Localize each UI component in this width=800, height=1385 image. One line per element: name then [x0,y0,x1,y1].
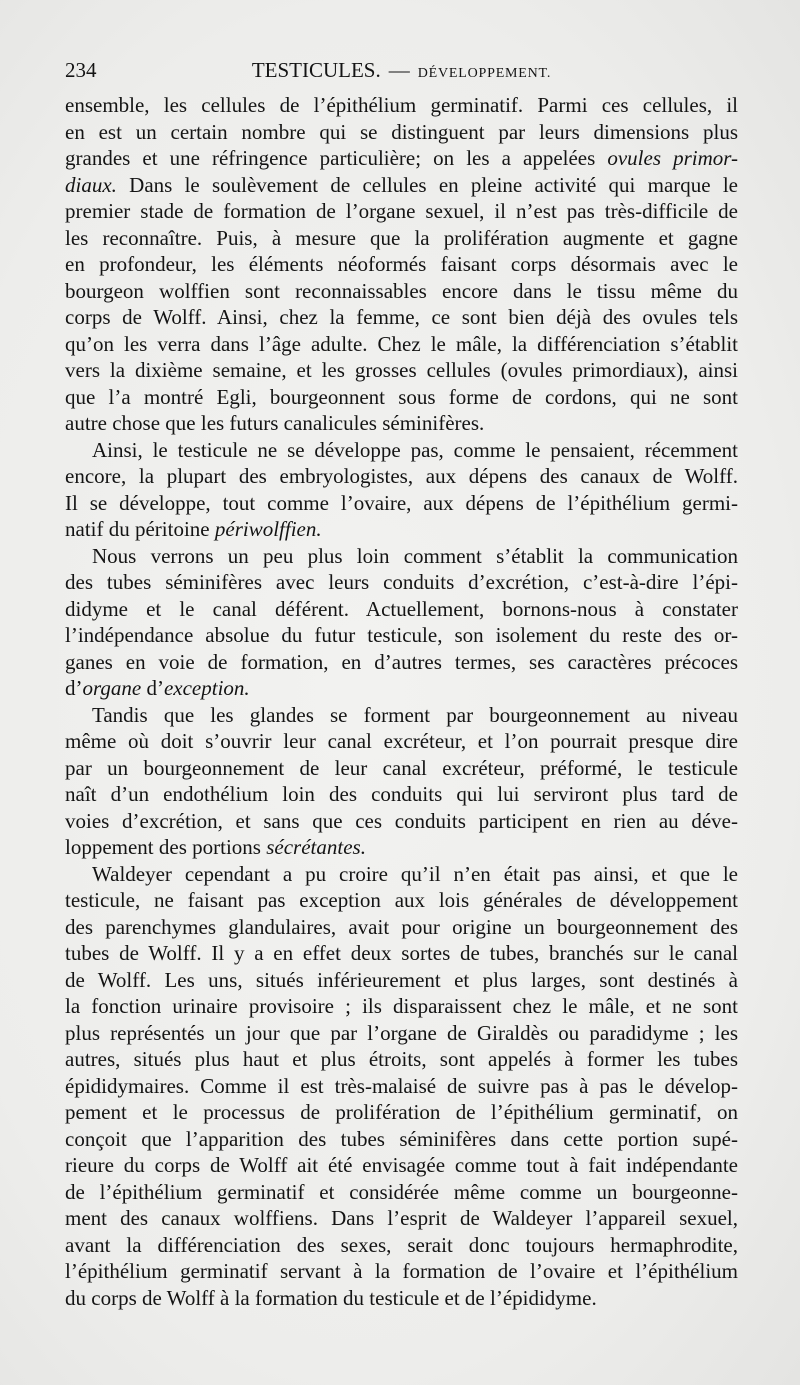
text-segment: en est un certain nombre qui se distinguent par leurs dimensions plus [65,119,738,144]
text-line [65,410,738,437]
italic-term: exception. [163,676,250,700]
text-line [65,914,738,941]
text-segment: avant la différenciation des sexes, serait donc toujours hermaphrodite, [65,1232,738,1257]
paragraph [65,702,738,861]
text-line [65,304,738,331]
text-line [65,940,738,967]
text-line [65,781,738,808]
text-segment: premier stade de formation de l’organe sexuel, il n’est pas très-difficile de [65,199,738,223]
text-line [65,834,738,861]
text-line [65,437,738,464]
paragraph [65,861,738,1312]
italic-term: diaux. [65,172,117,197]
text-segment: autre chose que les futurs canalicules séminifères. [65,411,485,435]
text-line [65,543,738,570]
text-line [65,755,738,782]
text-segment: la fonction urinaire provisoire ; ils disparaissent chez le mâle, et ne sont [65,994,738,1018]
text-line [65,198,738,225]
text-segment: Dans le soulèvement de cellules en pleine activité qui marque le [116,172,738,197]
text-line [65,728,738,755]
text-segment: par un bourgeonnement de leur canal excréteur, préformé, le testicule [65,755,738,780]
text-segment: loppement des portions [65,835,267,859]
italic-term: sécrétantes. [266,835,366,859]
text-segment: corps de Wolff. Ainsi, chez la femme, ce sont bien déjà des ovules tels [65,305,738,329]
text-segment: testicule, ne faisant pas exception aux lois générales de développement [65,888,738,912]
text-segment: Il se développe, tout comme l’ovaire, aux dépens de l’épithélium germi- [65,490,738,515]
text-segment: encore, la plupart des embryologistes, aux dépens des canaux de Wolff. [65,464,738,488]
text-segment: didyme et le canal déférent. Actuellement, bornons-nous à constater [65,596,738,621]
text-line [65,1232,738,1259]
text-line [65,861,738,888]
text-segment: plus représentés un jour que par l’organe de Giraldès ou paradidyme ; les [65,1020,738,1045]
text-line [65,702,738,729]
text-segment: pement et le processus de prolifération de l’épithélium germinatif, on [65,1100,738,1124]
running-title [65,56,738,88]
text-segment: épididymaires. Comme il est très-malaisé de suivre pas à pas le dévelop- [65,1073,738,1098]
text-line [65,463,738,490]
text-segment: Nous verrons un peu plus loin comment s’établit la communication [92,543,738,568]
text-segment: Ainsi, le testicule ne se développe pas, comme le pensaient, récemment [92,437,738,462]
text-line [65,1099,738,1126]
text-segment: naît d’un endothélium loin des conduits qui lui serviront plus tard de [65,782,738,806]
page-number: 234 [65,58,97,82]
text-segment: les reconnaître. Puis, à mesure que la prolifération augmente et gagne [65,225,738,250]
text-segment: que l’a montré Egli, bourgeonnent sous forme de cordons, qui ne sont [65,384,738,409]
text-line [65,675,738,702]
text-line [65,887,738,914]
text-segment: des parenchymes glandulaires, avait pour origine un bourgeonnement des [65,914,738,939]
text-line [65,490,738,517]
text-line [65,1285,738,1312]
text-segment: d’ [141,676,164,700]
text-segment: conçoit que l’apparition des tubes séminifères dans cette portion supé- [65,1126,738,1151]
text-line [65,1073,738,1100]
paragraph [65,437,738,543]
text-segment: Tandis que les glandes se forment par bourgeonnement au niveau [92,702,738,727]
text-line [65,596,738,623]
text-segment: l’épithélium germinatif servant à la formation de l’ovaire et l’épithélium [65,1259,738,1283]
text-line [65,622,738,649]
italic-term: périwolffien. [214,517,322,541]
text-line [65,649,738,676]
text-line [65,145,738,172]
running-title-dash: — [388,58,410,82]
paragraph [65,543,738,702]
text-segment: de l’épithélium germinatif et considérée même comme un bourgeonne- [65,1179,738,1204]
text-segment: de Wolff. Les uns, situés inférieurement et plus larges, sont destinés à [65,967,738,992]
text-line [65,967,738,994]
text-line [65,516,738,543]
text-line [65,278,738,305]
text-line [65,993,738,1020]
paragraph [65,92,738,437]
text-segment: bourgeon wolffien sont reconnaissables encore dans le tissu même du [65,278,738,303]
running-header [65,56,738,84]
text-line [65,172,738,199]
text-line [65,384,738,411]
text-line [65,1179,738,1206]
text-line [65,92,738,119]
text-segment: voies d’excrétion, et sans que ces conduits participent en rien au déve- [65,808,738,833]
text-line [65,225,738,252]
text-segment: autres, situés plus haut et plus étroits, sont appelés à former les tubes [65,1047,738,1071]
text-line [65,331,738,358]
text-segment: même où doit s’ouvrir leur canal excréteur, et l’on pourrait presque dire [65,729,738,753]
running-title-main: TESTICULES. [251,58,381,82]
text-segment: tubes de Wolff. Il y a en effet deux sortes de tubes, branchés sur le canal [65,941,738,965]
text-line [65,808,738,835]
text-segment: vers la dixième semaine, et les grosses cellules (ovules primordiaux), ainsi [65,358,738,382]
text-segment: qu’on les verra dans l’âge adulte. Chez le mâle, la différenciation s’établit [65,331,738,356]
text-line [65,569,738,596]
running-title-sub: DÉVELOPPEMENT. [417,66,552,81]
text-line [65,1205,738,1232]
text-segment: en profondeur, les éléments néoformés faisant corps désormais avec le [65,252,738,276]
text-line [65,119,738,146]
text-segment: du corps de Wolff à la formation du testicule et de l’épididyme. [65,1285,597,1310]
text-line [65,1020,738,1047]
text-segment: ment des canaux wolffiens. Dans l’esprit de Waldeyer l’appareil sexuel, [65,1206,738,1230]
text-line [65,251,738,278]
text-segment: natif du péritoine [65,517,215,541]
text-segment: ensemble, les cellules de l’épithélium germinatif. Parmi ces cellules, il [65,93,738,117]
text-segment: d’ [65,676,83,700]
text-line [65,1258,738,1285]
text-line [65,357,738,384]
text-segment: des tubes séminifères avec leurs conduits d’excrétion, c’est-à-dire l’épi- [65,570,738,594]
text-segment: l’indépendance absolue du futur testicule, son isolement du reste des or- [65,623,738,647]
text-line [65,1152,738,1179]
text-segment: rieure du corps de Wolff ait été envisagée comme tout à fait indépendante [65,1153,738,1177]
italic-term: ovules primor- [607,146,738,170]
text-segment: Waldeyer cependant a pu croire qu’il n’en était pas ainsi, et que le [92,861,738,886]
body-text [65,92,738,1311]
text-line [65,1126,738,1153]
italic-term: organe [82,676,142,700]
text-segment: ganes en voie de formation, en d’autres termes, ses caractères précoces [65,649,738,674]
text-line [65,1046,738,1073]
text-segment: grandes et une réfringence particulière; on les a appelées [65,146,608,170]
